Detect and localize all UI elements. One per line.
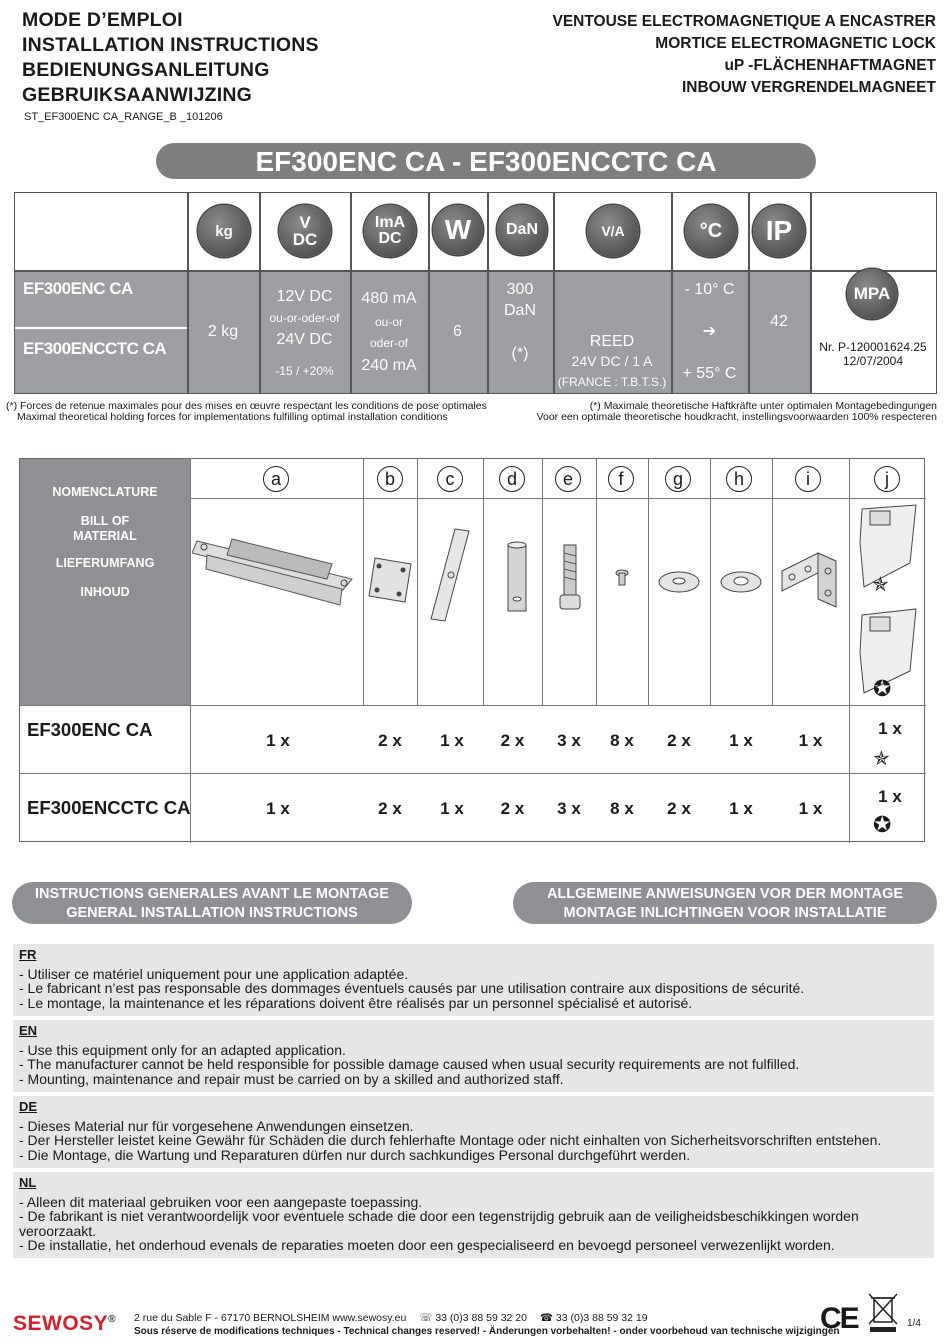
doc-reference: ST_EF300ENC CA_RANGE_B _101206 [24, 111, 223, 123]
star-outline-icon: ✯ [873, 748, 890, 770]
spec-reed: REED [589, 333, 635, 350]
note-nl: Voor een optimale theoretische houdkracht, instellingsvoorwaarden 100% respecteren [536, 411, 937, 423]
product-title-en: MORTICE ELECTROMAGNETIC LOCK [655, 35, 936, 52]
temperature-icon: °C [685, 205, 737, 257]
item-letter-e: e [555, 466, 581, 492]
mpa-certification-icon: MPA [847, 269, 897, 319]
registered-mark: ® [108, 1314, 117, 1325]
qty-2-h: 1 x [729, 799, 753, 818]
phone-number: 33 (0)3 88 59 32 20 [435, 1312, 527, 1324]
qty-1-f: 8 x [610, 731, 634, 750]
instruction-line: - Die Montage, die Wartung und Reparaturen dürfen nur durch sachkundiges Personal durchgeführt werden. [19, 1146, 691, 1163]
instruction-line: - Mounting, maintenance and repair must be carried on by a skilled and authorized staff. [19, 1070, 564, 1087]
qty-2-j: 1 x [878, 787, 902, 806]
spec-model-1: EF300ENC CA [23, 279, 133, 298]
label-bill-of: BILL OF [80, 514, 130, 528]
phone-icon: ☏ [419, 1312, 433, 1324]
qty-2-g: 2 x [667, 799, 691, 818]
title-de: BEDIENUNGSANLEITUNG [22, 59, 270, 81]
bill-of-material-table [19, 458, 925, 842]
product-title-de: uP -FLÄCHENHAFTMAGNET [724, 57, 936, 74]
spec-voltage-tolerance: -15 / +20% [275, 364, 334, 378]
contact-switch-icon: V/A [587, 205, 639, 257]
magnet-lock-drawing [192, 519, 362, 609]
spec-force-value: 300 [506, 281, 534, 298]
qty-1-j: 1 x [878, 719, 902, 738]
instructions-en [13, 1020, 934, 1092]
instruction-line: - Use this equipment only for an adapted application. [19, 1041, 346, 1058]
instruction-line: - Alleen dit materiaal gebruiken voor een aangepaste toepassing. [19, 1193, 423, 1210]
cert-date: 12/07/2004 [842, 354, 904, 368]
qty-1-i: 1 x [798, 731, 823, 750]
instruction-line: - Le montage, la maintenance et les réparations doivent être réalisés par un personnel spécialisé et autorisé. [19, 994, 693, 1011]
spec-force-note: (*) [511, 345, 529, 362]
bracket-j-drawing [856, 503, 922, 699]
washer-g-drawing [654, 567, 704, 597]
item-letter-b: b [377, 466, 403, 492]
lang-code-nl: NL [19, 1175, 37, 1190]
star-outline-icon: ✯ [872, 574, 889, 596]
sewosy-logo [13, 1312, 116, 1336]
qty-1-b: 2 x [378, 731, 402, 750]
plate-b-drawing [367, 554, 413, 606]
product-title-nl: INBOUW VERGRENDELMAGNEET [681, 79, 936, 96]
cert-number: Nr. P-120001624.25 [819, 340, 927, 354]
qty-2-c: 1 x [440, 799, 464, 818]
watt-icon: W [433, 205, 483, 255]
star-circle-icon: ✪ [873, 812, 892, 837]
spec-current-1: 480 mA [361, 290, 417, 307]
instructions-nl [13, 1172, 934, 1258]
qty-2-e: 3 x [557, 799, 581, 818]
arrow-right-icon: ➔ [702, 323, 717, 340]
sleeve-d-drawing [498, 539, 538, 617]
qty-1-h: 1 x [729, 731, 753, 750]
bom-row-model-2: EF300ENCCTC CA [27, 797, 191, 818]
spec-weight: 2 kg [207, 323, 239, 340]
lang-code-de: DE [19, 1099, 38, 1114]
brand-name: SEWOSY [13, 1312, 109, 1335]
washer-h-drawing [716, 567, 766, 597]
lang-code-fr: FR [19, 947, 37, 962]
bar-c-drawing [427, 527, 473, 623]
spec-watt: 6 [453, 323, 462, 340]
pill-left-line-1: INSTRUCTIONS GENERALES AVANT LE MONTAGE [35, 886, 389, 902]
label-material: MATERIAL [73, 529, 137, 543]
spec-current-or-1: ou-or [374, 315, 403, 329]
title-nl: GEBRUIKSAANWIJZING [22, 84, 253, 106]
header-right [552, 11, 936, 99]
label-inhoud: INHOUD [80, 585, 130, 599]
item-letter-h: h [726, 466, 752, 492]
spec-voltage-1: 12V DC [276, 288, 333, 305]
qty-2-d: 2 x [500, 799, 525, 818]
instruction-line: - Le fabricant n’est pas responsable des dommages éventuels causés par une utilisation contraire aux dispositions de sécurité. [19, 980, 805, 997]
spec-current-2: 240 mA [361, 357, 417, 374]
instruction-line: - Utiliser ce matériel uniquement pour une application adaptée. [19, 965, 409, 982]
note-fr: (*) Forces de retenue maximales pour des mises en œuvre respectant les conditions de pose optimales [6, 400, 487, 412]
footer-disclaimer: Sous réserve de modifications techniques - Technical changes reserved! - Änderungen vorbehalten! - onder voorbehoud van technische wijzigingen [134, 1326, 840, 1337]
weee-bin-icon [866, 1290, 900, 1334]
note-right [537, 401, 937, 423]
spec-model-2: EF300ENCCTC CA [23, 339, 167, 358]
header-left [22, 8, 319, 123]
model-banner: EF300ENC CA - EF300ENCCTC CA [156, 143, 816, 179]
instructions-fr [13, 944, 934, 1016]
small-screw-f-drawing [612, 567, 632, 589]
qty-1-e: 3 x [557, 731, 581, 750]
spec-temp-min: - 10° C [684, 281, 735, 298]
instruction-line: - The manufacturer cannot be held responsible for possible damage caused when usual security requirements are not fulfilled. [19, 1056, 800, 1073]
weight-icon: kg [198, 205, 250, 257]
spec-ip: 42 [770, 313, 788, 330]
title-en: INSTALLATION INSTRUCTIONS [22, 34, 319, 56]
item-letter-c: c [437, 466, 463, 492]
qty-1-g: 2 x [667, 731, 691, 750]
item-letter-i: i [795, 466, 821, 492]
item-letter-g: g [665, 466, 691, 492]
current-icon: ImA DC [364, 205, 416, 257]
general-instructions-pill-left [12, 882, 412, 924]
item-letter-j: j [874, 466, 900, 492]
ce-mark: CE [820, 1302, 858, 1335]
qty-1-a: 1 x [266, 731, 290, 750]
qty-1-c: 1 x [440, 731, 464, 750]
title-fr: MODE D’EMPLOI [22, 9, 183, 31]
certification-info [810, 340, 936, 368]
label-lieferumfang: LIEFERUMFANG [55, 556, 155, 570]
spec-voltage-2: 24V DC [276, 331, 333, 348]
spec-current-or-2: oder-of [369, 336, 409, 350]
qty-2-b: 2 x [378, 799, 402, 818]
spec-reed-rating: 24V DC / 1 A [571, 353, 653, 369]
qty-2-i: 1 x [798, 799, 823, 818]
note-left [6, 401, 487, 423]
instruction-line: - Der Hersteller leistet keine Gewähr für Schäden die durch fehlerhafte Montage oder nicht einhalten von Sicherheitsvorschriften entstehen. [19, 1132, 882, 1149]
fax-number: 33 (0)3 88 59 32 19 [555, 1312, 648, 1324]
bom-side-labels [20, 459, 190, 705]
bom-row-model-1: EF300ENC CA [27, 719, 153, 740]
note-en: Maximal theoretical holding forces for implementations fulfilling optimal installation conditions [17, 411, 448, 423]
star-circle-icon: ✪ [873, 676, 892, 701]
instruction-line: - Dieses Material nur für vorgesehene Anwendungen einsetzen. [19, 1117, 414, 1134]
note-de: (*) Maximale theoretische Haftkräfte unter optimalen Montagebedingungen [589, 400, 937, 412]
bracket-i-drawing [778, 547, 842, 613]
item-letter-d: d [499, 466, 525, 492]
page-number: 1/4 [907, 1318, 921, 1329]
instruction-line: - De installatie, het onderhoud evenals de reparaties moeten door een gespecialiseerd en bevoegd personeel verwezenlijkt worden. [19, 1237, 835, 1254]
address-text: 2 rue du Sable F - 67170 BERNOLSHEIM www.sewosy.eu [134, 1312, 407, 1324]
pill-left-line-2: GENERAL INSTALLATION INSTRUCTIONS [66, 905, 358, 921]
instruction-line: - De fabrikant is niet verantwoordelijk voor eventuele schade die door een tegenstrijdig gebruik aan de veiligheidsbeschikkingen worden veroorzaakt. [19, 1208, 859, 1239]
general-instructions-pill-right [513, 882, 937, 924]
voltage-icon: V DC [279, 205, 331, 257]
item-letter-a: a [263, 466, 289, 492]
screw-e-drawing [555, 543, 585, 615]
spec-force-unit: DaN [503, 302, 536, 319]
product-title-fr: VENTOUSE ELECTROMAGNETIQUE A ENCASTRER [552, 13, 936, 30]
label-nomenclature: NOMENCLATURE [52, 485, 158, 499]
spec-table [14, 192, 937, 394]
spec-reed-france: (FRANCE : T.B.T.S.) [557, 375, 667, 389]
qty-2-f: 8 x [610, 799, 634, 818]
spec-temp-max: + 55° C [682, 365, 737, 382]
force-icon: DaN [497, 205, 547, 255]
item-letter-f: f [608, 466, 634, 492]
spec-voltage-or: ou-or-oder-of [269, 311, 340, 325]
ip-rating-icon: IP [753, 205, 805, 257]
lang-code-en: EN [19, 1023, 38, 1038]
pill-right-line-1: ALLGEMEINE ANWEISUNGEN VOR DER MONTAGE [546, 886, 904, 902]
footer-address [134, 1312, 648, 1324]
fax-icon: ☎ [539, 1312, 553, 1324]
qty-2-a: 1 x [266, 799, 290, 818]
instructions-de [13, 1096, 934, 1168]
qty-1-d: 2 x [500, 731, 525, 750]
pill-right-line-2: MONTAGE INLICHTINGEN VOOR INSTALLATIE [563, 905, 887, 921]
